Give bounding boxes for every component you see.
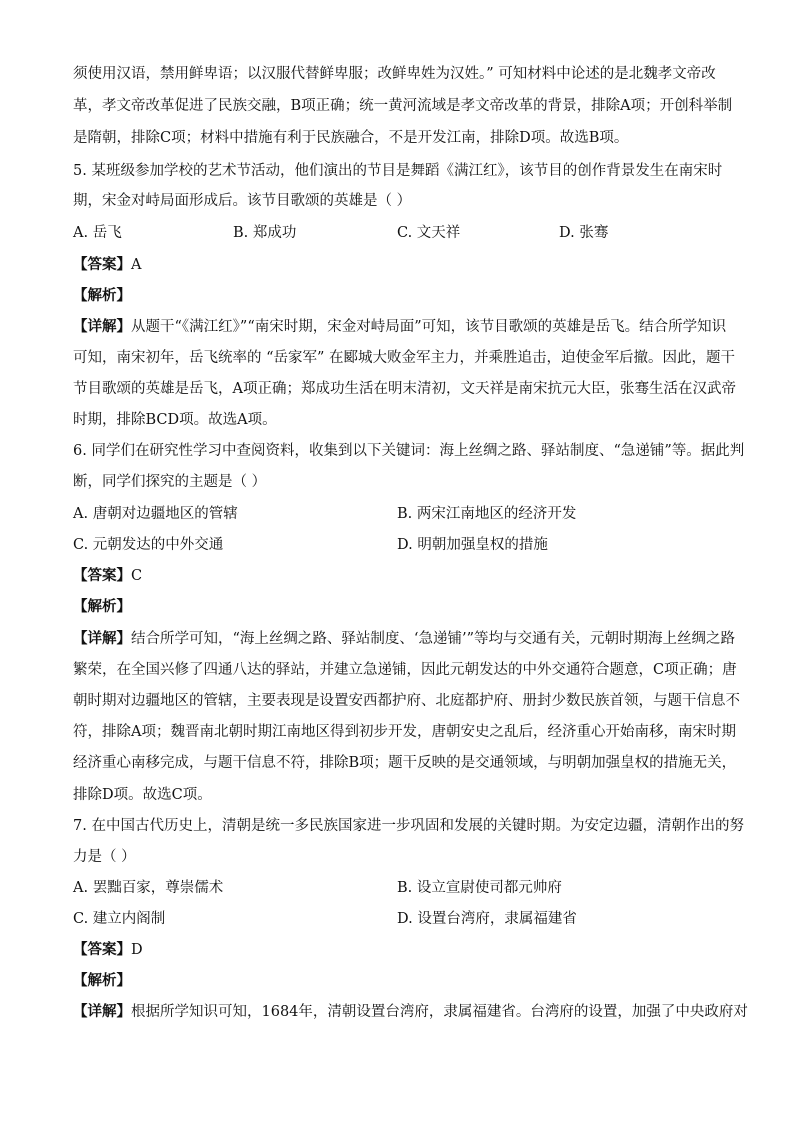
option-c: C. 文天祥 — [397, 225, 461, 241]
answer-tag: 【答案】 — [73, 256, 131, 273]
detail-line: 符，排除A项；魏晋南北朝时期江南地区得到初步开发，唐朝安史之乱后，经济重心开始南移，南宋时期 — [73, 724, 736, 740]
question-5-stem: 5. 某班级参加学校的艺术节活动，他们演出的节目是舞蹈《满江红》，该节目的创作背景发生在南宋时 — [73, 163, 723, 179]
detail-line: 可知，南宋初年，岳飞统率的 “岳家军” 在郾城大败金军主力，并乘胜追击，迫使金军后撤。因此，题干 — [73, 350, 736, 366]
analysis-tag: 【解析】 — [73, 972, 131, 989]
answer-value: D — [131, 942, 143, 958]
answer-line — [73, 566, 142, 586]
text-line: 须使用汉语，禁用鲜卑语；以汉服代替鲜卑服；改鲜卑姓为汉姓。” 可知材料中论述的是北魏孝文帝改 — [73, 66, 716, 82]
analysis-tag: 【解析】 — [73, 598, 131, 615]
option-a: A. 罢黜百家，尊崇儒术 — [73, 880, 224, 896]
question-7-stem: 7. 在中国古代历史上，清朝是统一多民族国家进一步巩固和发展的关键时期。为安定边疆，清朝作出的努 — [73, 818, 744, 834]
question-5-stem: 期，宋金对峙局面形成后。该节目歌颂的英雄是（ ） — [73, 193, 412, 209]
answer-value: C — [131, 568, 143, 584]
option-c: C. 建立内阁制 — [73, 911, 166, 927]
option-b: B. 两宋江南地区的经济开发 — [397, 506, 577, 522]
option-b: B. 郑成功 — [233, 225, 297, 241]
option-a: A. 岳飞 — [73, 225, 122, 241]
question-6-stem: 断，同学们探究的主题是（ ） — [73, 474, 267, 490]
detail-line: 节目歌颂的英雄是岳飞，A项正确；郑成功生活在明末清初，文天祥是南宋抗元大臣，张骞生活在汉武帝 — [73, 381, 736, 397]
option-b: B. 设立宣尉使司都元帅府 — [397, 880, 562, 896]
option-d: D. 明朝加强皇权的措施 — [397, 537, 548, 553]
option-c: C. 元朝发达的中外交通 — [73, 537, 224, 553]
detail-line: 【详解】根据所学知识可知，1684年，清朝设置台湾府，隶属福建省。台湾府的设置，加强了中央政府对 — [73, 1003, 748, 1020]
detail-line: 朝时期对边疆地区的管辖，主要表现是设置安西都护府、北庭都护府、册封少数民族首领，与题干信息不 — [73, 693, 740, 709]
text-line: 革，孝文帝改革促进了民族交融，B项正确；统一黄河流域是孝文帝改革的背景，排除A项；开创科举制 — [73, 98, 733, 114]
detail-line: 经济重心南移完成，与题干信息不符，排除B项；题干反映的是交通领域，与明朝加强皇权的措施无关， — [73, 755, 737, 771]
answer-value: A — [131, 257, 142, 273]
detail-line: 【详解】从题干“《满江红》”“南宋时期，宋金对峙局面”可知，该节目歌颂的英雄是岳飞。结合所学知识 — [73, 318, 727, 335]
question-7-stem: 力是（ ） — [73, 849, 136, 865]
option-a: A. 唐朝对边疆地区的管辖 — [73, 506, 238, 522]
answer-tag: 【答案】 — [73, 567, 131, 584]
analysis-tag: 【解析】 — [73, 287, 131, 304]
detail-line: 时期，排除BCD项。故选A项。 — [73, 412, 277, 428]
detail-tag: 【详解】 — [73, 630, 131, 647]
detail-tag: 【详解】 — [73, 1003, 131, 1020]
answer-line — [73, 255, 141, 275]
answer-line — [73, 940, 143, 960]
option-d: D. 设置台湾府，隶属福建省 — [397, 911, 577, 927]
detail-line: 排除D项。故选C项。 — [73, 787, 212, 803]
detail-line: 【详解】结合所学可知，“海上丝绸之路、驿站制度、‘急递铺’”等均与交通有关，元朝时期海上丝绸之路 — [73, 630, 736, 647]
text-line: 是隋朝，排除C项；材料中措施有利于民族融合，不是开发江南，排除D项。故选B项。 — [73, 130, 629, 146]
answer-tag: 【答案】 — [73, 941, 131, 958]
detail-tag: 【详解】 — [73, 318, 131, 335]
option-d: D. 张骞 — [559, 225, 609, 241]
question-6-stem: 6. 同学们在研究性学习中查阅资料，收集到以下关键词：海上丝绸之路、驿站制度、“急递铺”等。据此判 — [73, 443, 745, 459]
detail-line: 繁荣，在全国兴修了四通八达的驿站，并建立急递铺，因此元朝发达的中外交通符合题意，C项正确；唐 — [73, 662, 737, 678]
